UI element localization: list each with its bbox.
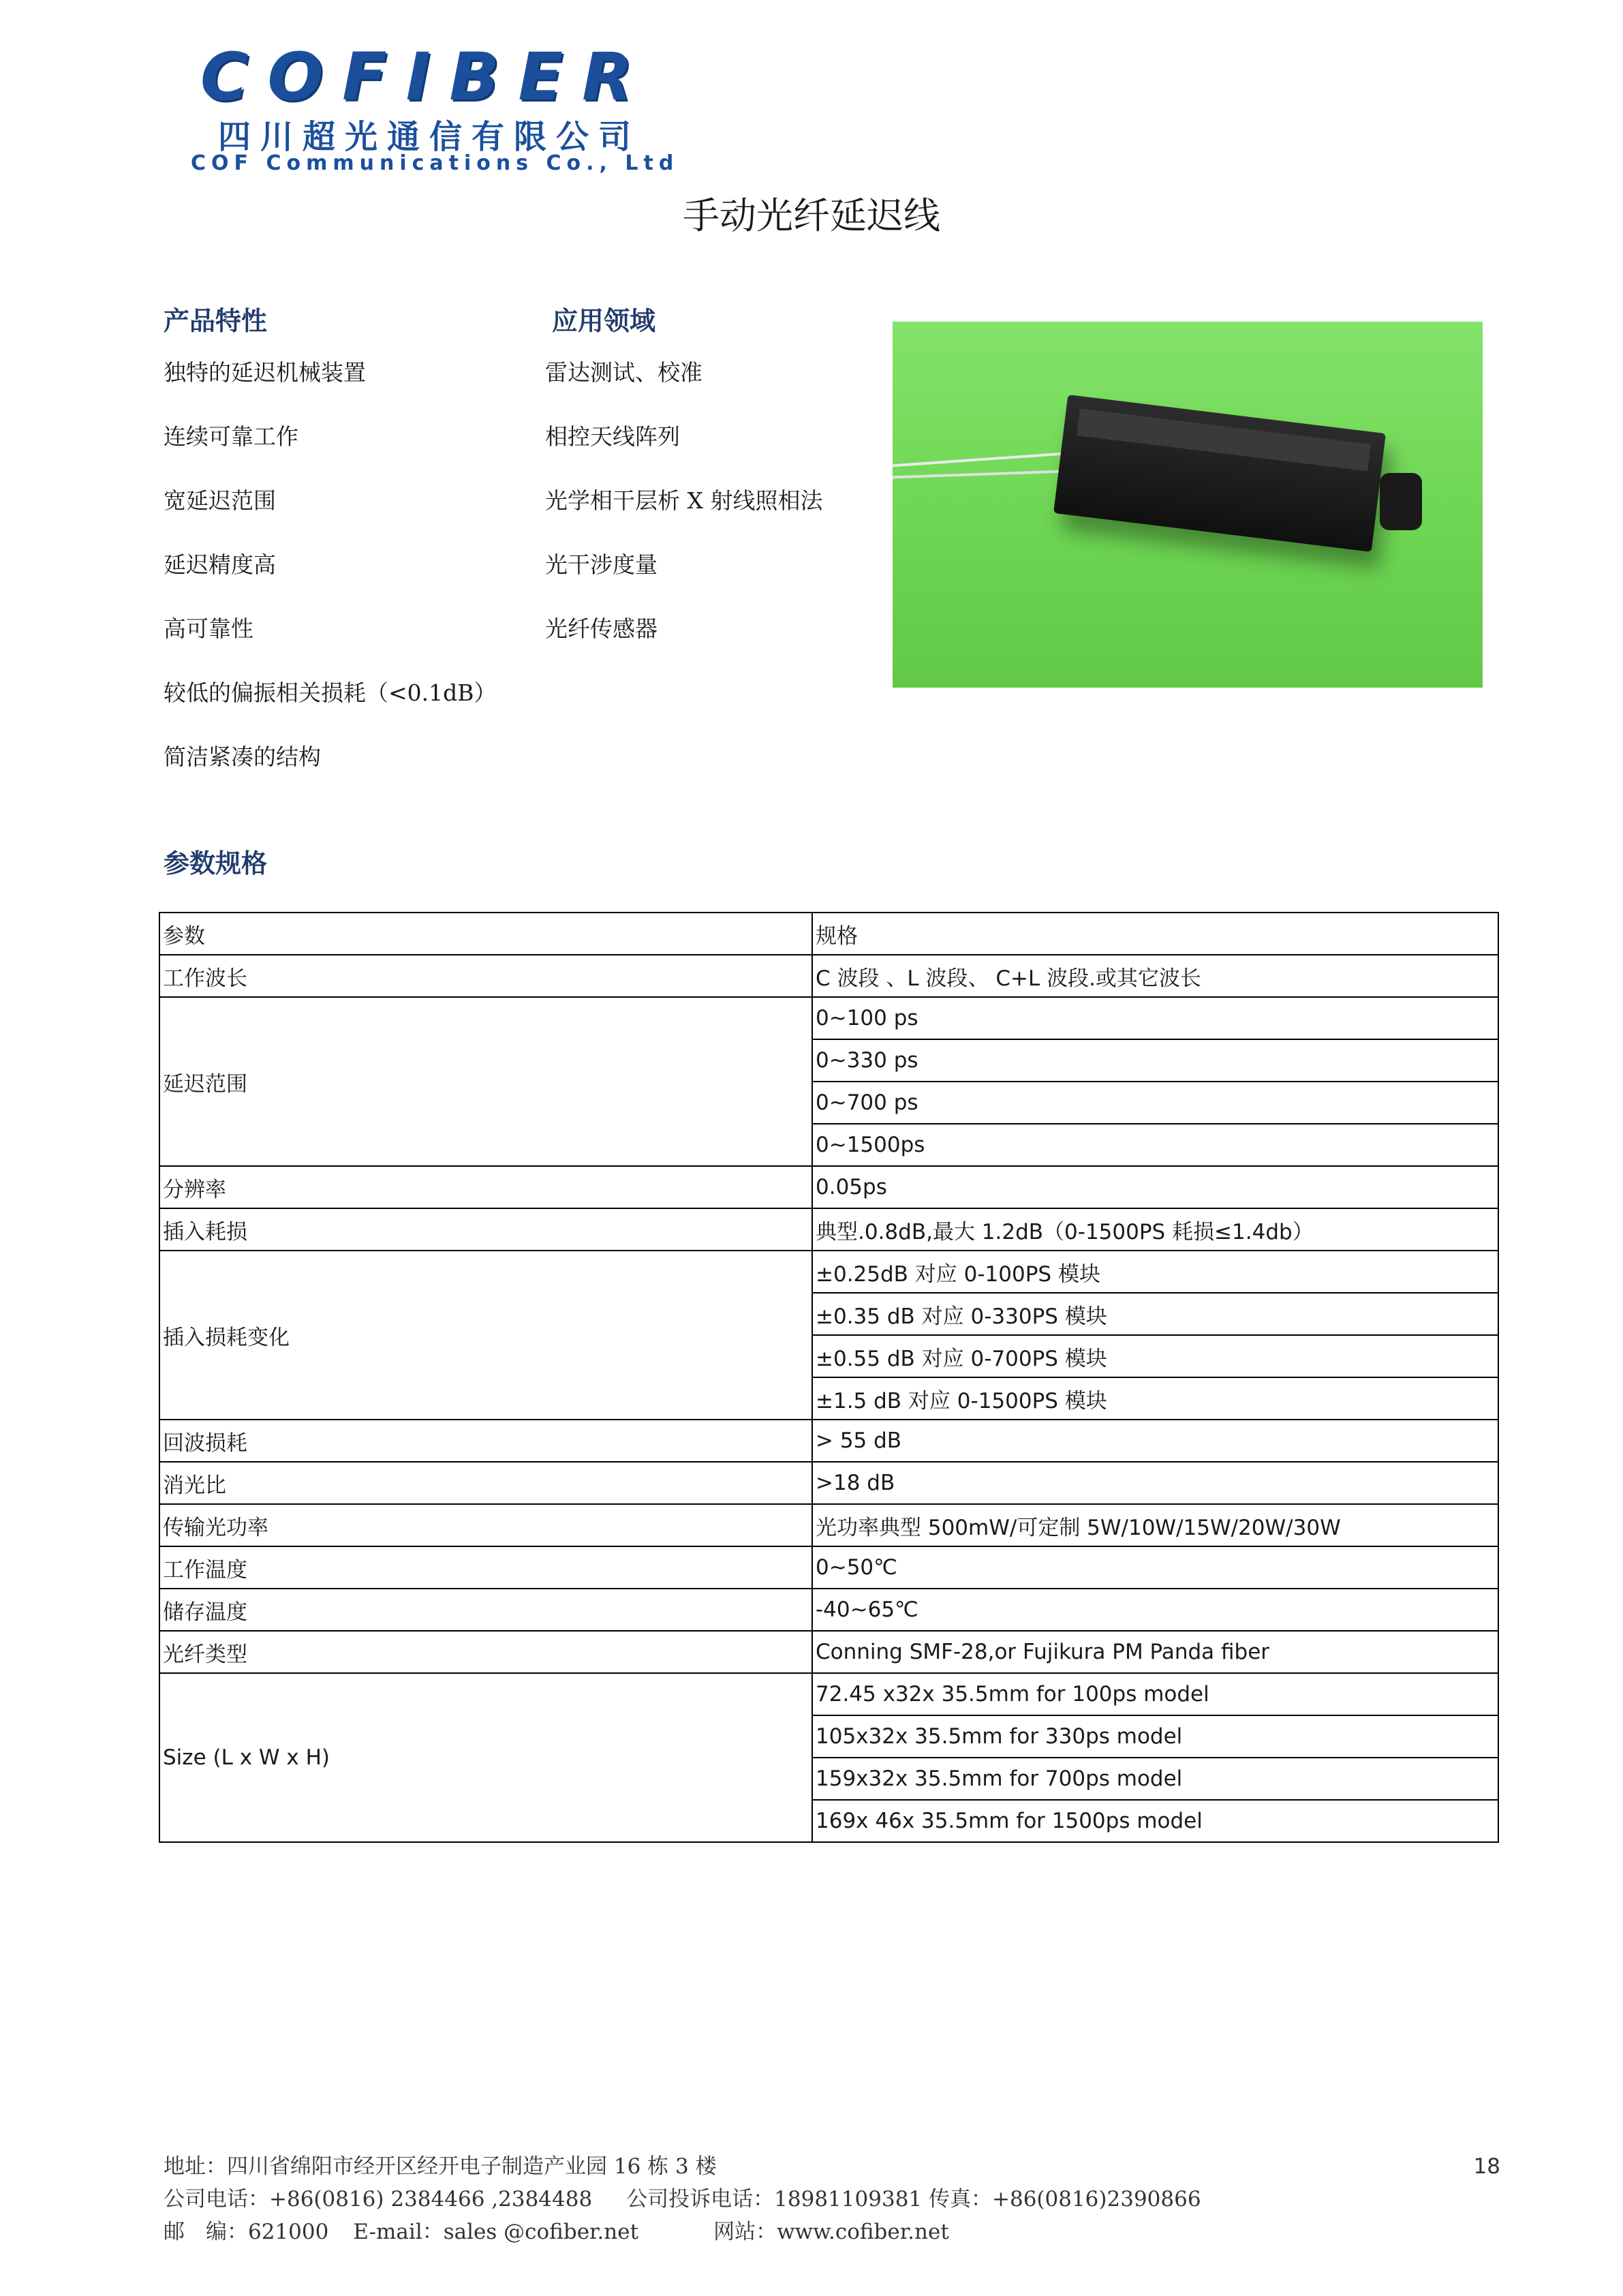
table-row (159, 997, 1498, 1039)
table-cell: 传输光功率 (159, 1504, 812, 1546)
table-cell: Size (L x W x H) (159, 1673, 812, 1842)
table-cell: 规格 (812, 913, 1498, 955)
footer-phone: 公司电话：+86(0816) 2384466 ,2384488 (164, 2187, 593, 2211)
table-cell: 插入耗损 (159, 1208, 812, 1251)
table-cell: 工作温度 (159, 1546, 812, 1589)
footer-contact-line (164, 2183, 1201, 2216)
feature-item: 独特的延迟机械装置 (164, 359, 366, 386)
table-cell: 工作波长 (159, 955, 812, 997)
table-cell: Conning SMF-28,or Fujikura PM Panda fiber (812, 1631, 1498, 1673)
applications-list (545, 356, 822, 676)
table-cell: 0~700 ps (812, 1082, 1498, 1124)
fiber-cable (893, 470, 1063, 479)
page-footer (164, 2150, 1201, 2248)
table-row (159, 1673, 1498, 1715)
logo-brand: COFIBER (200, 39, 652, 115)
table-row (159, 1166, 1498, 1208)
adjust-knob (1380, 473, 1422, 530)
table-cell: > 55 dB (812, 1420, 1498, 1462)
application-item: 光干涉度量 (545, 551, 658, 578)
logo-en-name: COF Communications Co., Ltd (191, 151, 679, 175)
table-cell: 0~100 ps (812, 997, 1498, 1039)
page-number: 18 (1473, 2154, 1500, 2179)
table-row (159, 1504, 1498, 1546)
feature-item: 高可靠性 (164, 615, 253, 642)
footer-website: 网站：www.cofiber.net (713, 2220, 949, 2244)
table-cell: 0~330 ps (812, 1039, 1498, 1082)
logo-cn-name: 四川超光通信有限公司 (218, 118, 641, 156)
feature-item: 较低的偏振相关损耗（<0.1dB） (164, 679, 497, 706)
product-photo (893, 322, 1483, 688)
footer-email: E-mail：sales @cofiber.net (353, 2220, 639, 2244)
feature-item: 简洁紧凑的结构 (164, 744, 321, 770)
footer-web-line (164, 2216, 1201, 2248)
features-list (164, 356, 497, 804)
fiber-cable (893, 452, 1073, 467)
company-logo (191, 39, 899, 175)
table-cell: 分辨率 (159, 1166, 812, 1208)
feature-item: 延迟精度高 (164, 551, 276, 578)
spec-heading: 参数规格 (164, 848, 268, 878)
table-cell: 消光比 (159, 1462, 812, 1504)
table-cell: 0~50℃ (812, 1546, 1498, 1589)
table-cell: >18 dB (812, 1462, 1498, 1504)
features-heading: 产品特性 (164, 306, 268, 336)
table-cell: 0.05ps (812, 1166, 1498, 1208)
applications-heading: 应用领域 (552, 306, 656, 336)
page-title: 手动光纤延迟线 (683, 194, 940, 237)
table-cell: 回波损耗 (159, 1420, 812, 1462)
table-cell: 插入损耗变化 (159, 1251, 812, 1420)
table-cell: ±0.55 dB 对应 0-700PS 模块 (812, 1335, 1498, 1377)
footer-complaint: 公司投诉电话：18981109381 传真：+86(0816)2390866 (626, 2187, 1201, 2211)
spec-table (159, 912, 1499, 1843)
table-cell: 储存温度 (159, 1589, 812, 1631)
table-cell: 169x 46x 35.5mm for 1500ps model (812, 1800, 1498, 1842)
application-item: 光纤传感器 (545, 615, 658, 642)
table-cell: 典型.0.8dB,最大 1.2dB（0-1500PS 耗损≤1.4db） (812, 1208, 1498, 1251)
table-row (159, 1589, 1498, 1631)
table-cell: 72.45 x32x 35.5mm for 100ps model (812, 1673, 1498, 1715)
table-row (159, 1546, 1498, 1589)
footer-address: 地址：四川省绵阳市经开区经开电子制造产业园 16 栋 3 楼 (164, 2154, 717, 2179)
table-row (159, 955, 1498, 997)
table-cell: 105x32x 35.5mm for 330ps model (812, 1715, 1498, 1758)
device-scale (1077, 408, 1371, 471)
delay-line-device (1053, 395, 1386, 552)
table-cell: ±0.25dB 对应 0-100PS 模块 (812, 1251, 1498, 1293)
table-row (159, 1462, 1498, 1504)
table-cell: ±0.35 dB 对应 0-330PS 模块 (812, 1293, 1498, 1335)
application-item: 相控天线阵列 (545, 423, 680, 450)
feature-item: 宽延迟范围 (164, 487, 276, 514)
table-row (159, 1631, 1498, 1673)
table-cell: 光功率典型 500mW/可定制 5W/10W/15W/20W/30W (812, 1504, 1498, 1546)
table-cell: C 波段 、L 波段、 C+L 波段.或其它波长 (812, 955, 1498, 997)
table-cell: -40~65℃ (812, 1589, 1498, 1631)
footer-postal: 邮 编：621000 (164, 2220, 329, 2244)
table-row (159, 1420, 1498, 1462)
table-cell: ±1.5 dB 对应 0-1500PS 模块 (812, 1377, 1498, 1420)
application-item: 光学相干层析 X 射线照相法 (545, 487, 823, 514)
table-cell: 延迟范围 (159, 997, 812, 1166)
table-row (159, 1208, 1498, 1251)
table-cell: 光纤类型 (159, 1631, 812, 1673)
table-row (159, 1251, 1498, 1293)
table-cell: 参数 (159, 913, 812, 955)
table-cell: 0~1500ps (812, 1124, 1498, 1166)
table-row (159, 913, 1498, 955)
feature-item: 连续可靠工作 (164, 423, 298, 450)
application-item: 雷达测试、校准 (545, 359, 702, 386)
table-cell: 159x32x 35.5mm for 700ps model (812, 1758, 1498, 1800)
